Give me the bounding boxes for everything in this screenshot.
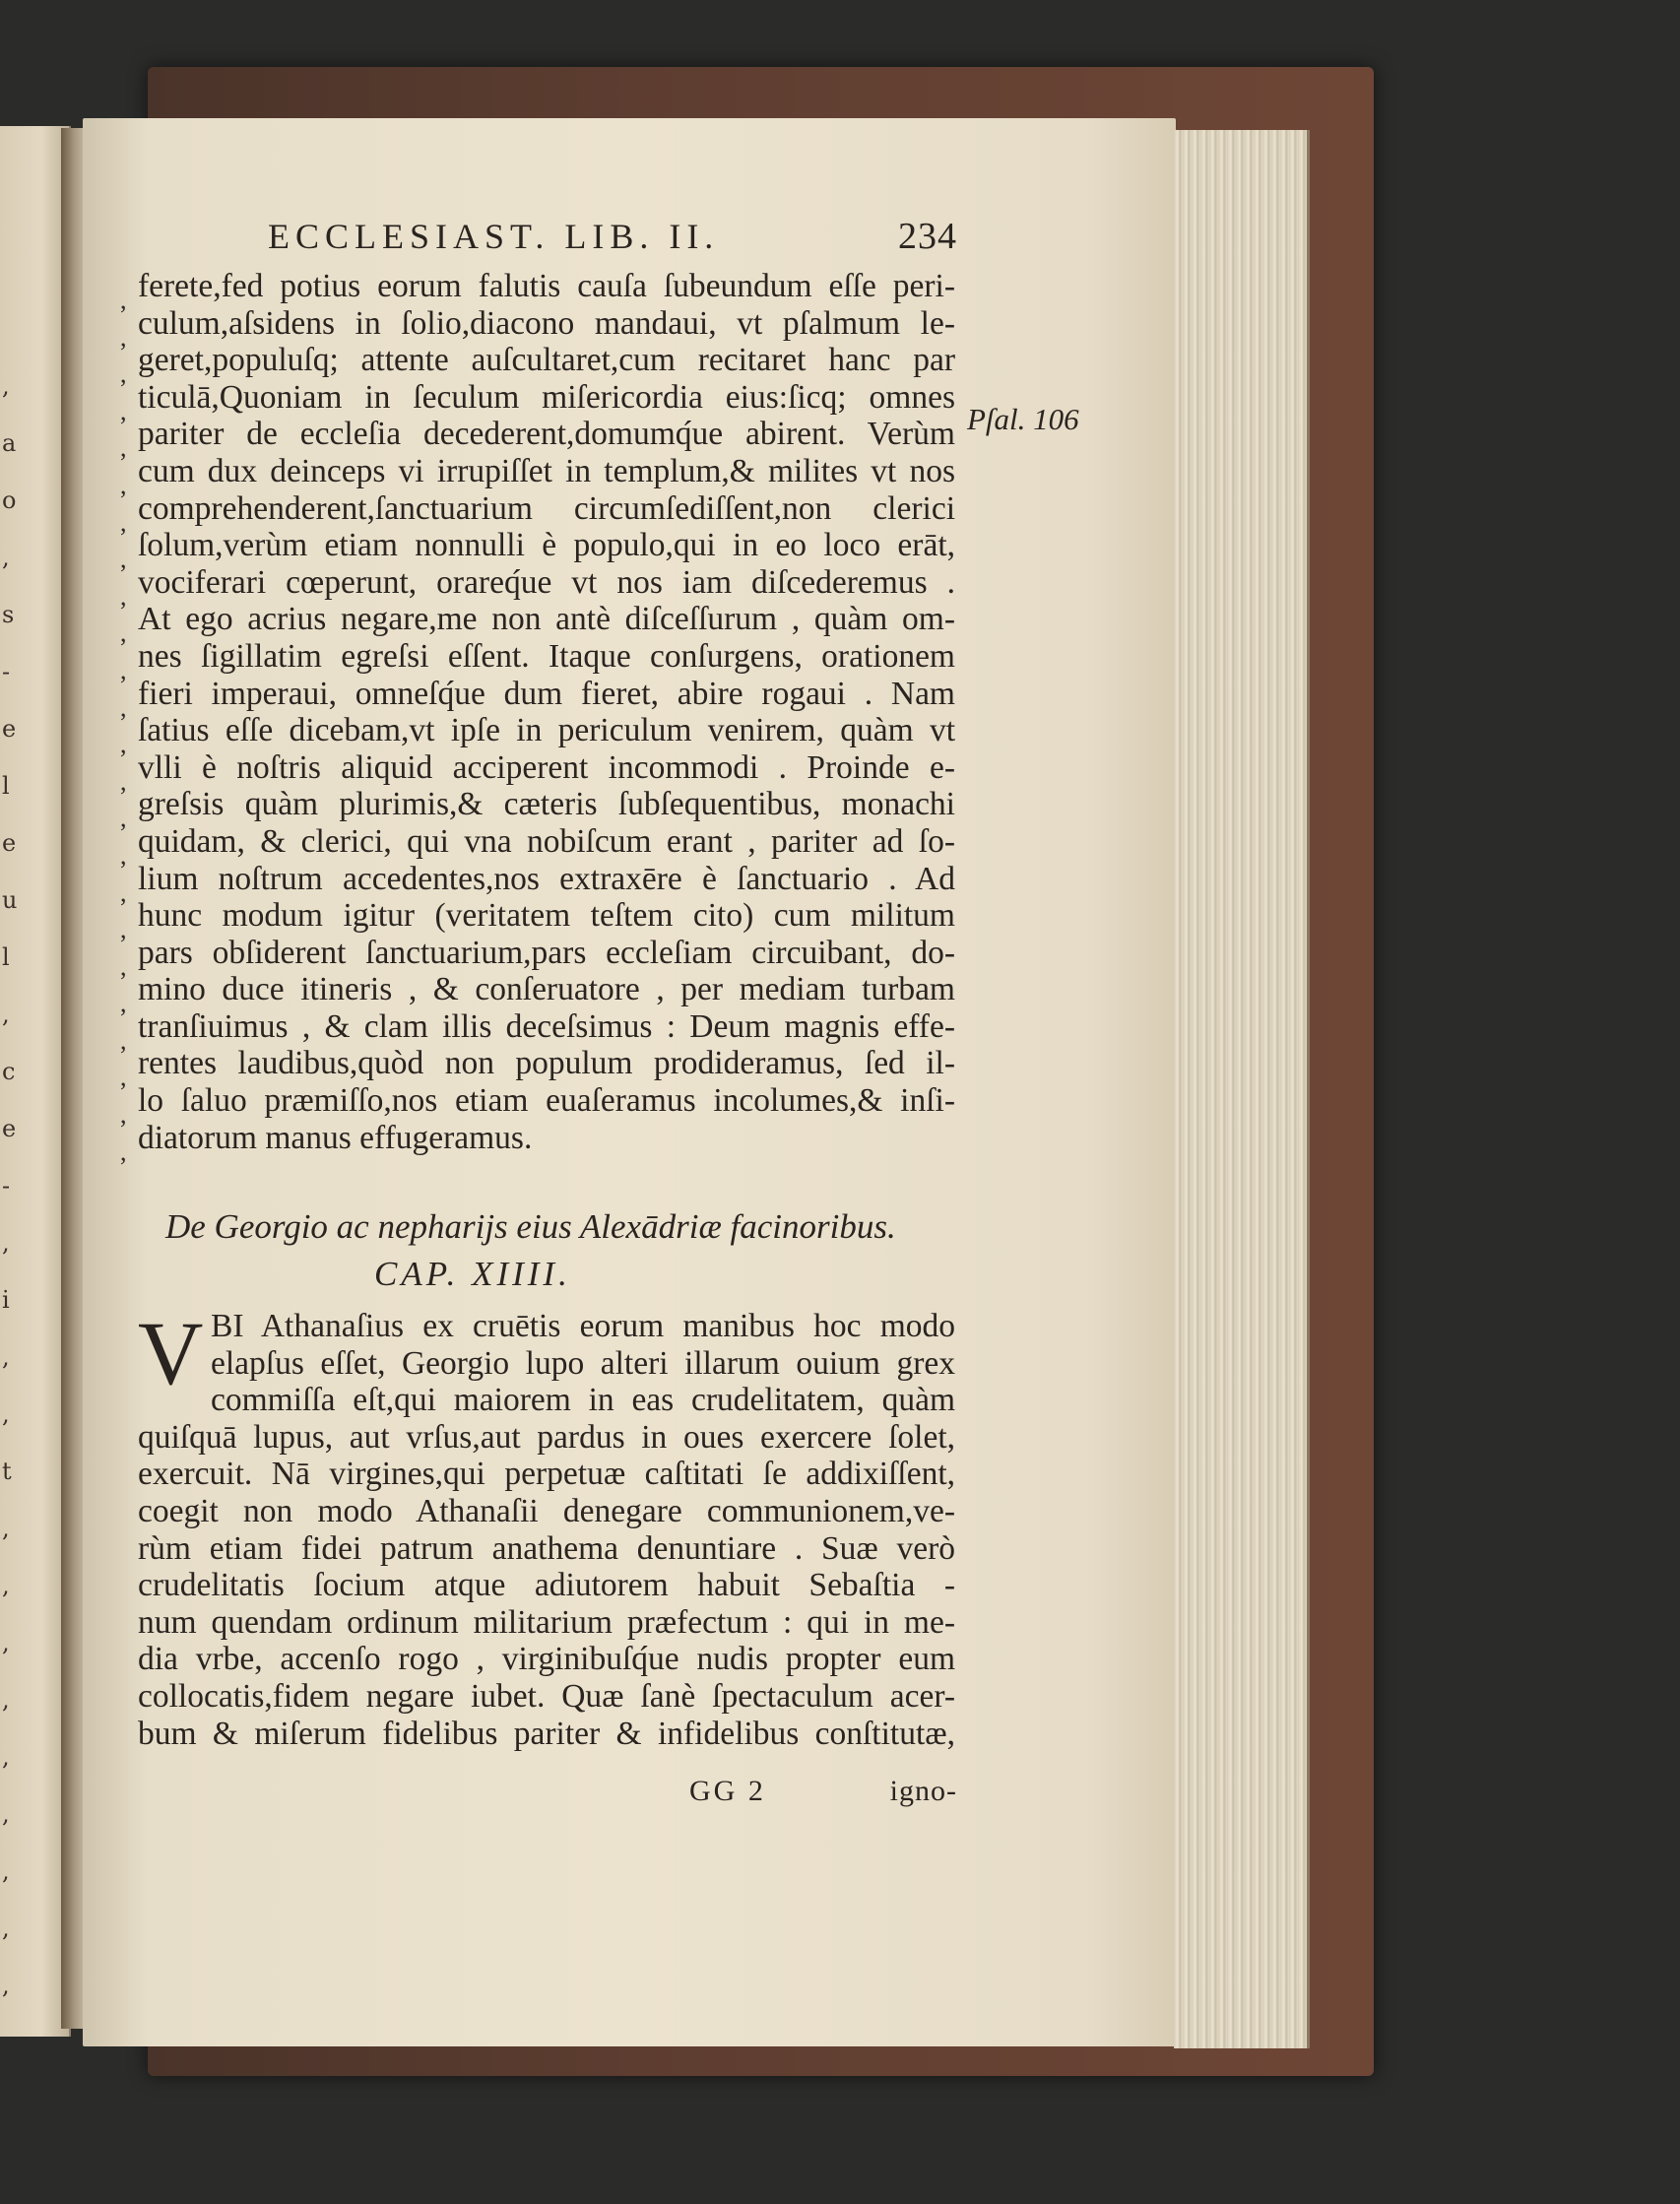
left-page-glyph: , [2, 1914, 10, 1942]
text-line: quidam, & clerici, qui vna nobiſcum erant , pariter ad ſo- [138, 822, 955, 860]
page-edges [1174, 130, 1310, 2048]
text-line: num quendam ordinum militarium præfectum : qui in me- [138, 1603, 955, 1641]
left-page-glyph: i [2, 1286, 10, 1314]
quotation-mark: , [120, 877, 127, 907]
signature-mark: GG 2 [689, 1775, 766, 1807]
text-line: crudelitatis ſocium atque adiutorem habuit Sebaſtia - [138, 1567, 955, 1604]
quotation-mark: , [120, 1100, 127, 1130]
text-line: dia vrbe, accenſo rogo , virginibuſq́ue nudis propter eum [138, 1641, 955, 1678]
text-line: ſolum,verùm etiam nonnulli è populo,qui in eo loco erāt, [138, 527, 955, 564]
quotation-mark: , [120, 915, 127, 944]
running-header [268, 215, 957, 258]
left-page-glyph: , [2, 1857, 10, 1885]
left-page-glyph: - [2, 658, 11, 685]
text-line: mino duce itineris , & conſeruatore , per mediam turbam [138, 971, 955, 1008]
quotation-mark: , [120, 692, 127, 722]
quotation-mark: , [120, 470, 127, 499]
left-page-glyph: c [2, 1058, 16, 1085]
chapter-text-block [138, 1303, 955, 1752]
text-line: culum,aſsidens in ſolio,diacono mandaui, vt pſalmum le- [138, 304, 955, 342]
left-page-glyph: , [2, 1001, 10, 1028]
text-line: nes ſigillatim egreſsi eſſent. Itaque conſurgens, orationem [138, 637, 955, 675]
main-text-block [138, 268, 955, 1156]
quotation-mark: , [120, 1025, 127, 1055]
quotation-mark: , [120, 322, 127, 352]
quotation-mark: , [120, 730, 127, 759]
left-page-fragments [2, 372, 61, 1999]
text-line: quiſquā lupus, aut vrſus,aut pardus in oues exercere ſolet, [138, 1418, 955, 1456]
left-page-glyph: o [2, 486, 17, 514]
quotation-mark: , [120, 359, 127, 389]
left-page-glyph: , [2, 1800, 10, 1828]
text-line: exercuit. Nā virgines,qui perpetuæ caſtitati ſe addixiſſent, [138, 1456, 955, 1493]
quotation-mark: , [120, 507, 127, 537]
text-line: hunc modum igitur (veritatem teſtem cito) cum militum [138, 897, 955, 935]
text-line: rentes laudibus,quòd non populum prodideramus, ſed il- [138, 1045, 955, 1082]
text-line: fieri imperaui, omneſq́ue dum fieret, abire rogaui . Nam [138, 675, 955, 712]
left-page-glyph: e [2, 1115, 17, 1142]
text-line: bum & miſerum fidelibus pariter & infidelibus conſtitutæ, [138, 1715, 955, 1752]
quotation-mark: , [120, 545, 127, 574]
left-page-glyph: , [2, 1400, 10, 1428]
quotation-mark: , [120, 951, 127, 981]
drop-cap: V [138, 1303, 204, 1403]
text-line: lo ſaluo præmiſſo,nos etiam euaſeramus incolumes,& inſi- [138, 1082, 955, 1120]
left-page-glyph: l [2, 943, 10, 971]
text-line: coegit non modo Athanaſii denegare communionem,ve- [138, 1492, 955, 1529]
chapter-heading: De Georgio ac nepharijs eius Alexādriæ facinoribus. [165, 1207, 896, 1246]
folio-number: 234 [898, 216, 957, 257]
quotation-mark: , [120, 989, 127, 1018]
left-page-glyph: u [2, 886, 18, 914]
text-line: vociferari cœperunt, orareq́ue vt nos iam diſcederemus . [138, 563, 955, 601]
left-page-glyph: , [2, 1572, 10, 1599]
left-page-glyph: , [2, 1343, 10, 1371]
quotation-mark: , [120, 655, 127, 684]
quotation-marks-column [120, 276, 140, 1201]
quotation-mark: , [120, 396, 127, 425]
text-line: greſsis quàm plurimis,& cæteris ſubſequentibus, monachi [138, 786, 955, 823]
quotation-mark: , [120, 581, 127, 611]
text-line: diatorum manus effugeramus. [138, 1119, 533, 1156]
left-page-glyph: , [2, 372, 10, 400]
left-page-glyph: e [2, 715, 17, 743]
text-line: rùm etiam fidei patrum anathema denuntiare . Suæ verò [138, 1529, 955, 1567]
left-page-glyph: l [2, 772, 10, 800]
quotation-mark: , [120, 286, 127, 314]
left-page-glyph: t [2, 1458, 12, 1485]
catchword: igno- [889, 1775, 957, 1807]
text-line: ferete,fed potius eorum falutis cauſa ſubeundum eſſe peri- [138, 268, 955, 304]
left-page-glyph: , [2, 1743, 10, 1771]
text-line: commiſſa eſt,qui maiorem in eas crudelitatem, quàm [211, 1382, 955, 1419]
quotation-mark: , [120, 840, 127, 870]
left-page-glyph: , [2, 544, 10, 571]
text-line: At ego acrius negare,me non antè diſceſſurum , quàm om- [138, 601, 955, 638]
text-line: comprehenderent,ſanctuarium circumſediſſent,non clerici [138, 489, 955, 527]
quotation-mark: , [120, 1063, 127, 1092]
marginal-note: Pſal. 106 [967, 402, 1079, 436]
text-line: vlli è noſtris aliquid acciperent incommodi . Proinde e- [138, 748, 955, 786]
text-line: cum dux deinceps vi irrupiſſet in templum,& milites vt nos [138, 452, 955, 489]
text-line: tranſiuimus , & clam illis deceſsimus : Deum magnis effe- [138, 1007, 955, 1045]
text-line: ticulā,Quoniam in ſeculum miſericordia eius:ſicq; omnes [138, 378, 955, 416]
text-line: collocatis,fidem negare iubet. Quæ ſanè ſpectaculum acer- [138, 1677, 955, 1715]
quotation-mark: , [120, 618, 127, 648]
running-title: ECCLESIAST. LIB. II. [268, 217, 720, 256]
left-page-glyph: , [2, 1686, 10, 1714]
chapter-number: CAP. XIIII. [374, 1255, 571, 1293]
quotation-mark: , [120, 766, 127, 796]
text-line: pariter de eccleſia decederent,domumq́ue abirent. Verùm [138, 416, 955, 453]
text-line: pars obſiderent ſanctuarium,pars eccleſiam circuibant, do- [138, 934, 955, 971]
left-page-glyph: s [2, 601, 15, 628]
quotation-mark: , [120, 804, 127, 833]
text-line: lium noſtrum accedentes,nos extraxēre è ſanctuario . Ad [138, 860, 955, 897]
quotation-mark: , [120, 1136, 127, 1166]
text-line: geret,populuſq; attente auſcultaret,cum recitaret hanc par [138, 342, 955, 379]
text-line: BI Athanaſius ex cruētis eorum manibus hoc modo [211, 1308, 955, 1344]
left-page-glyph: , [2, 1515, 10, 1542]
left-page-glyph: , [2, 1972, 10, 1999]
left-page-glyph: , [2, 1629, 10, 1656]
quotation-mark: , [120, 433, 127, 463]
text-line: elapſus eſſet, Georgio lupo alteri illarum ouium grex [211, 1344, 955, 1382]
page-footer [689, 1775, 957, 1808]
text-line: ſatius eſſe dicebam,vt ipſe in periculum venirem, quàm vt [138, 712, 955, 749]
left-page-glyph: - [2, 1172, 11, 1199]
left-page-glyph: a [2, 429, 17, 457]
left-page-glyph: , [2, 1229, 10, 1257]
left-page-glyph: e [2, 829, 17, 857]
